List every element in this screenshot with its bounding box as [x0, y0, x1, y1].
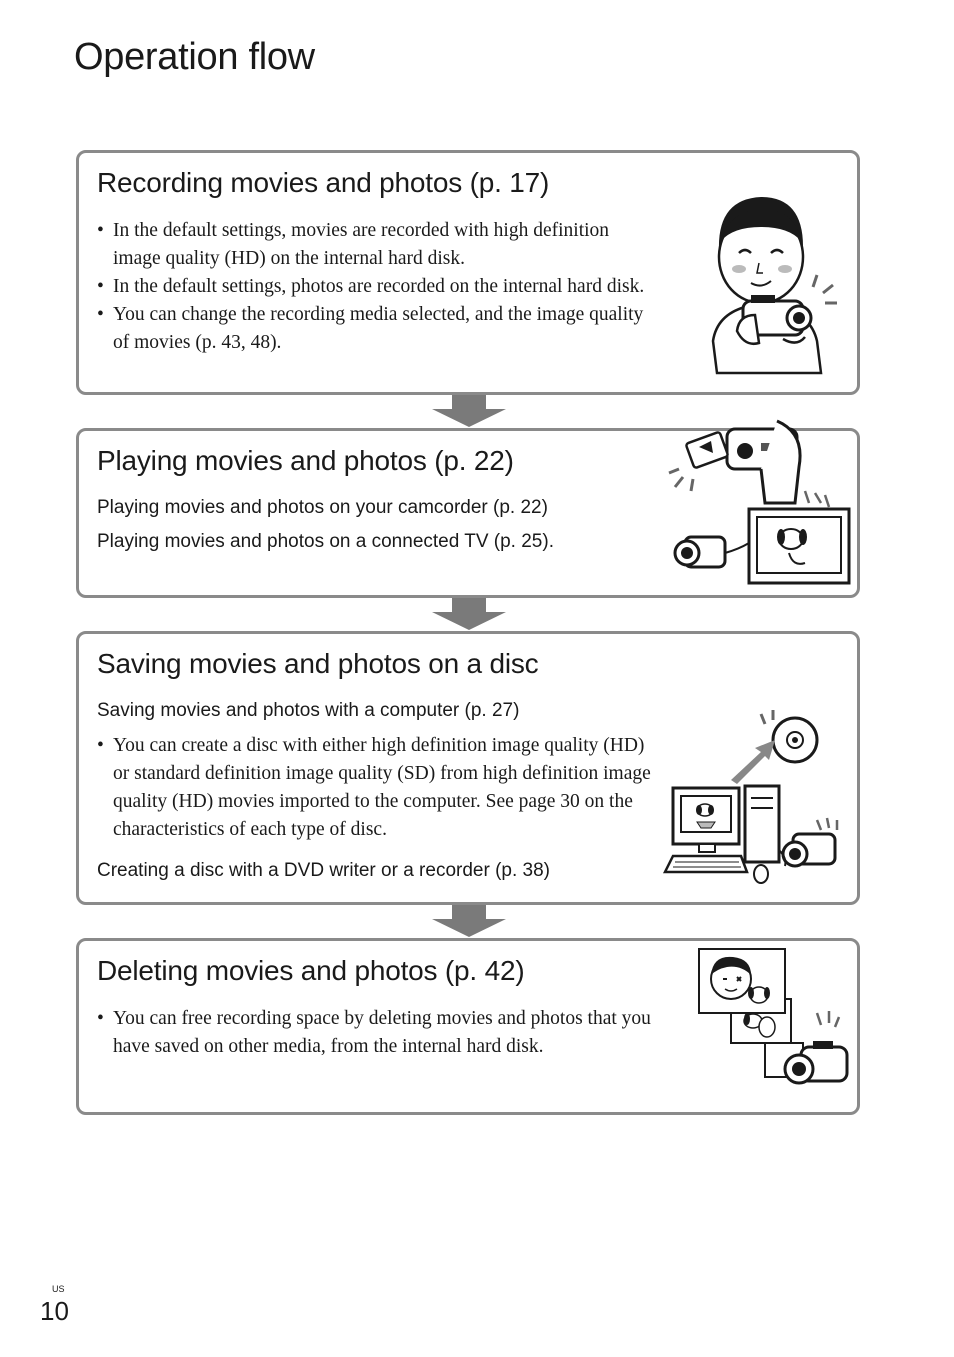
section-deleting [76, 938, 860, 1115]
section-recording [76, 150, 860, 395]
section-deleting-bullets [97, 1005, 657, 1061]
saving-computer-subheading: Saving movies and photos with a computer (p. 27) [97, 700, 520, 721]
bullet-item: • In the default settings, photos are recorded on the internal hard disk. [97, 273, 657, 301]
flow-arrow-down [432, 395, 506, 427]
camcorder-and-tv-illustration [665, 407, 855, 597]
page-region-label: US [52, 1284, 65, 1294]
bullet-item: • You can change the recording media selected, and the image quality of movies (p. 43, 48). [97, 301, 657, 357]
playing-camcorder-line: Playing movies and photos on your camcorder (p. 22) [97, 497, 548, 518]
section-saving-title: Saving movies and photos on a disc [97, 648, 539, 679]
section-playing [76, 428, 860, 598]
flow-arrow-down [432, 598, 506, 630]
computer-disc-camcorder-illustration [661, 710, 851, 890]
person-with-camcorder-illustration [699, 191, 849, 376]
section-recording-title: Recording movies and photos (p. 17) [97, 167, 550, 198]
section-deleting-title: Deleting movies and photos (p. 42) [97, 955, 525, 986]
bullet-item: • In the default settings, movies are recorded with high definition image quality (HD) on the internal hard disk. [97, 217, 657, 273]
bullet-item: • You can create a disc with either high definition image quality (HD) or standard definition image quality (SD) from high definition image quality (HD) movies imported to the computer. See page 30 on the characteristics of each type of disc. [97, 732, 657, 844]
section-saving [76, 631, 860, 905]
photos-and-camcorder-illustration [697, 947, 857, 1097]
playing-tv-line: Playing movies and photos on a connected TV (p. 25). [97, 531, 554, 552]
section-recording-bullets [97, 217, 657, 357]
saving-dvd-writer-line: Creating a disc with a DVD writer or a recorder (p. 38) [97, 860, 550, 881]
flow-arrow-down [432, 905, 506, 937]
section-playing-title: Playing movies and photos (p. 22) [97, 445, 514, 476]
bullet-item: • You can free recording space by deleting movies and photos that you have saved on other media, from the internal hard disk. [97, 1005, 657, 1061]
page-title: Operation flow [74, 36, 315, 78]
page-number: 10 [40, 1296, 69, 1326]
section-saving-bullets [97, 732, 657, 844]
